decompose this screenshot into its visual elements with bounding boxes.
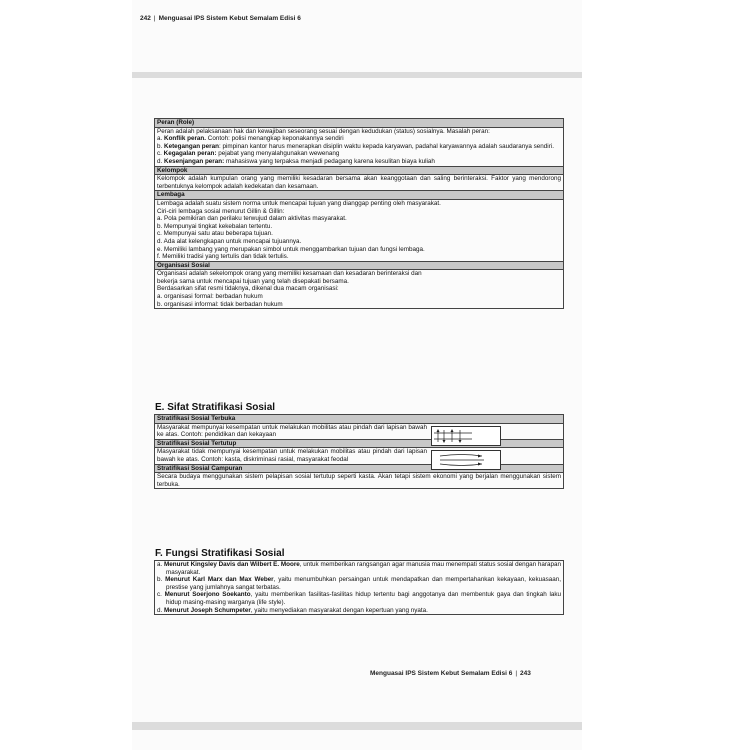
next-page-sheet [132,730,582,750]
organisasi-line: b. organisasi informal: tidak berbadan hukum [157,300,283,308]
header-book-title: Menguasai IPS Sistem Kebut Semalam Edisi 6 [158,15,301,22]
header-separator: | [153,15,156,22]
footer-separator: | [515,670,518,677]
concept-table [154,118,564,309]
page-gap-bottom [132,722,582,730]
lembaga-line: e. Memiliki lambang yang merupakan simbol untuk menggambarkan tujuan dan fungsi lembaga. [157,245,425,253]
item-marker: d. [157,157,163,165]
organisasi-line: Berdasarkan sifat resmi tidaknya, dikenal dua macam organisasi: [157,285,339,293]
item-marker: c. [157,591,162,599]
section-f-title: F. Fungsi Stratifikasi Sosial [155,548,285,559]
lembaga-line: f. Memiliki tradisi yang tertulis dan tidak tertulis. [157,253,289,261]
lembaga-line: b. Mempunyai tingkat kekebalan tertentu. [157,222,273,230]
function-item [157,561,561,576]
function-item [157,576,561,591]
organisasi-heading: Organisasi Sosial [155,262,563,271]
header-page-number: 242 [140,15,151,22]
tertutup-row [155,448,563,464]
item-text: mahasiswa yang terpaksa menjadi pedagang karena kesulitan biaya kuliah [224,157,435,165]
open-stratification-figure [429,424,563,439]
open-mobility-arrows-icon [432,427,500,445]
item-text: pejabat yang menyalahgunakan wewenang [216,150,340,158]
item-marker: b. [157,576,163,584]
item-term: Menurut Kingsley Davis dan Wilbert E. Moore [164,561,300,568]
function-table [154,560,564,615]
tertutup-heading: Stratifikasi Sosial Tertutup [155,440,563,449]
lembaga-line: Lembaga adalah suatu sistem norma untuk mencapai tujuan yang dianggap penting oleh masyarakat. [157,199,441,207]
item-text: Contoh: polisi menangkap keponakannya sendiri [206,135,344,143]
campuran-heading: Stratifikasi Sosial Campuran [155,465,563,474]
function-body [155,561,563,614]
closed-mobility-diagram [431,450,501,470]
organisasi-line: a. organisasi formal: berbadan hukum [157,293,263,301]
closed-stratification-figure [429,448,563,463]
item-text: , yaitu menumbuhkan persaingan untuk mendapatkan dan mempertahankan kekayaan, kekuasaan, prestise yang jumlahnya sangat terbatas. [166,576,561,591]
item-text: , untuk memberikan rangsangan agar manusia mau menempati status sosial dengan harapan masyarakat. [166,561,561,576]
lembaga-line: Ciri-ciri lembaga sosial menurut Gillin & Gillin: [157,207,285,215]
lembaga-line: a. Pola pemikiran dan perilaku terwujud dalam aktivitas masyarakat. [157,215,347,223]
peran-heading: Peran (Role) [155,119,563,128]
campuran-body: Secara budaya menggunakan sistem pelapisan sosial tertutup seperti kasta. Akan tetapi sistem ekonomi yang berjalan menggunakan sistem terbuka. [157,473,561,488]
section-e-title: E. Sifat Stratifikasi Sosial [155,402,276,413]
function-item [157,607,561,615]
lembaga-body [155,200,563,262]
organisasi-line: Organisasi adalah sekelompok orang yang memiliki kesamaan dan kesadaran berinteraksi dan bekerja sama untuk mencapai tujuan yang telah disepakati bersama. [157,270,422,285]
terbuka-body: Masyarakat mempunyai kesempatan untuk melakukan mobilitas atau pindah dari lapisan bawah ke atas. Contoh: pendidikan dan kekayaan [157,423,427,439]
item-text: , yaitu memberikan fasilitas-fasilitas hidup tertentu bagi anggotanya dan membentuk gaya dan tingkah laku hidup masing-masing warganya (life style). [166,591,562,606]
peran-body [155,128,563,167]
item-marker: a. [157,561,163,568]
item-marker: c. [157,150,162,158]
running-header [140,15,301,22]
lembaga-line: d. Ada alat kelengkapan untuk mencapai tujuannya. [157,237,302,245]
item-term: Kesenjangan peran: [164,157,225,165]
footer-page-number: 243 [520,670,531,677]
peran-item [157,158,561,166]
item-term: Kegagalan peran: [163,150,217,158]
item-term: Menurut Joseph Schumpeter [164,606,251,614]
open-mobility-diagram [431,426,501,446]
peran-item [157,135,561,143]
item-term: Menurut Soerjono Soekanto [164,591,251,599]
tertutup-body: Masyarakat tidak mempunyai kesempatan untuk melakukan mobilitas atau pindah dari lapisan bawah ke atas. Contoh: kasta, diskriminasi rasial, masyarakat feodal [157,448,427,463]
item-text: : pimpinan kantor harus menerapkan disiplin waktu kepada karyawan, padahal karyawannya adalah saudaranya sendiri. [218,142,554,150]
lembaga-line: c. Mempunyai satu atau beberapa tujuan. [157,230,273,238]
item-term: Menurut Karl Marx dan Max Weber [165,576,274,584]
item-term: Ketegangan peran [164,142,219,150]
item-marker: b. [157,142,163,150]
stratification-table [154,414,564,489]
terbuka-row [155,424,563,440]
kelompok-body: Kelompok adalah kumpulan orang yang memiliki kesadaran bersama akan keanggotaan dan saling berinteraksi. Faktor yang mendorong terbentuknya kelompok adalah kedekatan dan kesamaan. [157,175,561,190]
item-text: , yaitu menyediakan masyarakat dengan kepertuan yang nyata. [250,606,428,614]
item-marker: d. [157,606,163,614]
function-item [157,591,561,606]
closed-mobility-arrows-icon [432,451,500,469]
peran-item [157,143,561,151]
peran-item [157,150,561,158]
kelompok-heading: Kelompok [155,167,563,176]
terbuka-heading: Stratifikasi Sosial Terbuka [155,415,563,424]
organisasi-body [155,270,563,308]
footer-book-title: Menguasai IPS Sistem Kebut Semalam Edisi 6 [370,670,513,677]
page-top-sheet [132,0,582,72]
item-marker: a. [157,135,163,143]
item-term: Konflik peran. [164,135,207,143]
peran-intro: Peran adalah pelaksanaan hak dan kewajiban seseorang sesuai dengan kedudukan (status) sosialnya. Masalah peran: [157,127,490,135]
lembaga-heading: Lembaga [155,191,563,200]
running-footer [370,670,531,677]
